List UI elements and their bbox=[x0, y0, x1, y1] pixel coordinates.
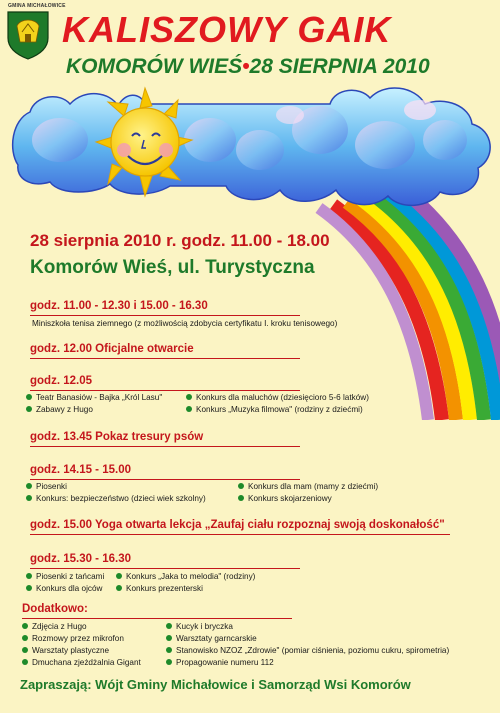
schedule-heading-5: godz. 14.15 - 15.00 bbox=[30, 464, 131, 476]
subtitle-separator-icon: • bbox=[242, 55, 250, 78]
list-item: Konkurs „Muzyka filmowa" (rodziny z dziećmi) bbox=[186, 405, 363, 414]
subtitle-place: KOMORÓW WIEŚ bbox=[66, 55, 243, 78]
list-item: Konkurs „Jaka to melodia" (rodziny) bbox=[116, 572, 255, 581]
divider bbox=[30, 568, 300, 569]
divider bbox=[30, 446, 300, 447]
bullet-icon bbox=[166, 659, 172, 665]
bullet-icon bbox=[186, 394, 192, 400]
schedule-heading-4: godz. 13.45 Pokaz tresury psów bbox=[30, 431, 204, 443]
divider bbox=[30, 358, 300, 359]
extra-heading: Dodatkowo: bbox=[22, 603, 88, 615]
bullet-icon bbox=[26, 495, 32, 501]
list-item: Rozmowy przez mikrofon bbox=[22, 634, 124, 643]
list-item: Zdjęcia z Hugo bbox=[22, 622, 87, 631]
bullet-icon bbox=[22, 623, 28, 629]
poster-title: KALISZOWY GAIK bbox=[62, 9, 392, 50]
bullet-icon bbox=[22, 647, 28, 653]
list-item: Propagowanie numeru 112 bbox=[166, 658, 274, 667]
bullet-icon bbox=[238, 483, 244, 489]
bullet-icon bbox=[26, 406, 32, 412]
schedule-desc-1: Miniszkoła tenisa ziemnego (z możliwością zdobycia certyfikatu I. kroku tenisowego) bbox=[32, 319, 338, 328]
divider bbox=[30, 479, 300, 480]
bullet-icon bbox=[166, 623, 172, 629]
divider bbox=[30, 390, 300, 391]
list-item: Konkurs prezenterski bbox=[116, 584, 203, 593]
clouds bbox=[13, 88, 491, 205]
bullet-icon bbox=[166, 647, 172, 653]
list-item: Kucyk i bryczka bbox=[166, 622, 233, 631]
bullet-icon bbox=[116, 585, 122, 591]
schedule-heading-3: godz. 12.05 bbox=[30, 375, 92, 387]
schedule-heading-2: godz. 12.00 Oficjalne otwarcie bbox=[30, 343, 194, 355]
bullet-icon bbox=[22, 659, 28, 665]
bullet-icon bbox=[26, 394, 32, 400]
divider bbox=[30, 315, 300, 316]
list-item: Warsztaty plastyczne bbox=[22, 646, 109, 655]
list-item: Konkurs dla maluchów (dziesięcioro 5-6 latków) bbox=[186, 393, 369, 402]
schedule-heading-7: godz. 15.30 - 16.30 bbox=[30, 553, 131, 565]
list-item: Konkurs dla mam (mamy z dziećmi) bbox=[238, 482, 378, 491]
poster-subtitle bbox=[66, 54, 430, 80]
coat-of-arms-icon bbox=[6, 8, 50, 60]
bullet-icon bbox=[26, 483, 32, 489]
schedule-heading-1: godz. 11.00 - 12.30 i 15.00 - 16.30 bbox=[30, 300, 208, 312]
crest-caption: GMINA MICHAŁOWICE bbox=[8, 3, 66, 9]
bullet-icon bbox=[166, 635, 172, 641]
bullet-icon bbox=[186, 406, 192, 412]
list-item: Piosenki bbox=[26, 482, 67, 491]
list-item: Konkurs dla ojców bbox=[26, 584, 102, 593]
event-date-time: 28 sierpnia 2010 r. godz. 11.00 - 18.00 bbox=[30, 231, 330, 250]
footer-invitation: Zapraszają: Wójt Gminy Michałowice i Samorząd Wsi Komorów bbox=[20, 677, 411, 692]
divider bbox=[30, 534, 450, 535]
divider bbox=[22, 618, 292, 619]
rainbow bbox=[319, 190, 500, 420]
list-item: Warsztaty garncarskie bbox=[166, 634, 257, 643]
bullet-icon bbox=[22, 635, 28, 641]
bullet-icon bbox=[26, 585, 32, 591]
list-item: Teatr Banasiów - Bajka „Król Lasu" bbox=[26, 393, 162, 402]
list-item: Konkurs skojarzeniowy bbox=[238, 494, 332, 503]
schedule-heading-6: godz. 15.00 Yoga otwarta lekcja „Zaufaj ciału rozpoznaj swoją doskonałość" bbox=[30, 519, 445, 531]
list-item: Stanowisko NZOZ „Zdrowie" (pomiar ciśnienia, poziomu cukru, spirometria) bbox=[166, 646, 449, 655]
event-location: Komorów Wieś, ul. Turystyczna bbox=[30, 257, 315, 278]
sun-icon bbox=[96, 88, 192, 196]
list-item: Zabawy z Hugo bbox=[26, 405, 93, 414]
list-item: Konkurs: bezpieczeństwo (dzieci wiek szkolny) bbox=[26, 494, 206, 503]
bullet-icon bbox=[26, 573, 32, 579]
bullet-icon bbox=[116, 573, 122, 579]
subtitle-date: 28 SIERPNIA 2010 bbox=[249, 55, 430, 78]
bullet-icon bbox=[238, 495, 244, 501]
list-item: Dmuchana zjeżdżalnia Gigant bbox=[22, 658, 141, 667]
list-item: Piosenki z tańcami bbox=[26, 572, 104, 581]
